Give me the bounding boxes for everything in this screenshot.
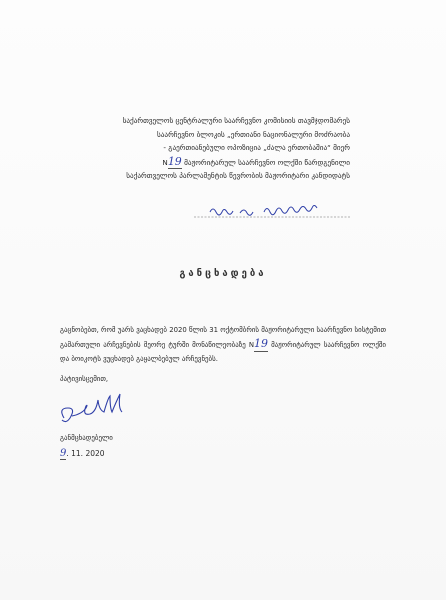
date-rest: . 11. 2020 (66, 449, 105, 458)
addressee-line-4 (120, 155, 350, 170)
applicant-label: განმცხადებელი (60, 434, 113, 442)
document-date (60, 448, 105, 460)
addressee-line-3: - გაერთიანებული ოპოზიცია „ძალა ერთობაშია“ მიერ (163, 143, 350, 153)
district-prefix: N (162, 157, 168, 167)
addressee-line-2: საარჩევნო ბლოკის „ერთიანი ნაციონალური მოძრაობა (157, 129, 350, 139)
applicant-signature (58, 390, 128, 430)
statement-number-prefix: N (248, 341, 254, 349)
district-suffix: მაჟორიტარულ საარჩევნო ოლქში წარდგენილი (184, 157, 350, 167)
candidate-name-script (192, 200, 352, 222)
statement-part-2: მაჟორიტარულ საარჩევნო ოლქში და ბოიკოტს ვუცხადებ გაყალბებულ არჩევნებს. (60, 341, 386, 363)
signature-script (58, 390, 128, 430)
district-number-handwritten: 19 (167, 154, 182, 168)
statement-district-number: 19 (253, 337, 268, 350)
document-title: განცხადება (179, 268, 267, 279)
date-day-handwritten: 9 (60, 448, 67, 459)
closing-phrase: პატივისცემით, (60, 375, 109, 383)
addressee-line-1: საქართველოს ცენტრალური საარჩევნო კომისიის თავმჯდომარეს (122, 116, 350, 125)
candidate-name-handwritten (192, 200, 352, 222)
addressee-line-5: საქართველოს პარლამენტის წევრობის მაჟორიტარი კანდიდატს (126, 171, 350, 181)
statement-body (60, 323, 386, 366)
statement-part-1: გაცნობებთ, რომ უარს ვაცხადებ 2020 წლის 31 ოქტომბრის მაჟორიტარული საარჩევნო სისტემით გამართული არჩევნების მეორე ტურში მონაწილეობაზე (60, 326, 386, 349)
addressee-block (120, 114, 350, 183)
